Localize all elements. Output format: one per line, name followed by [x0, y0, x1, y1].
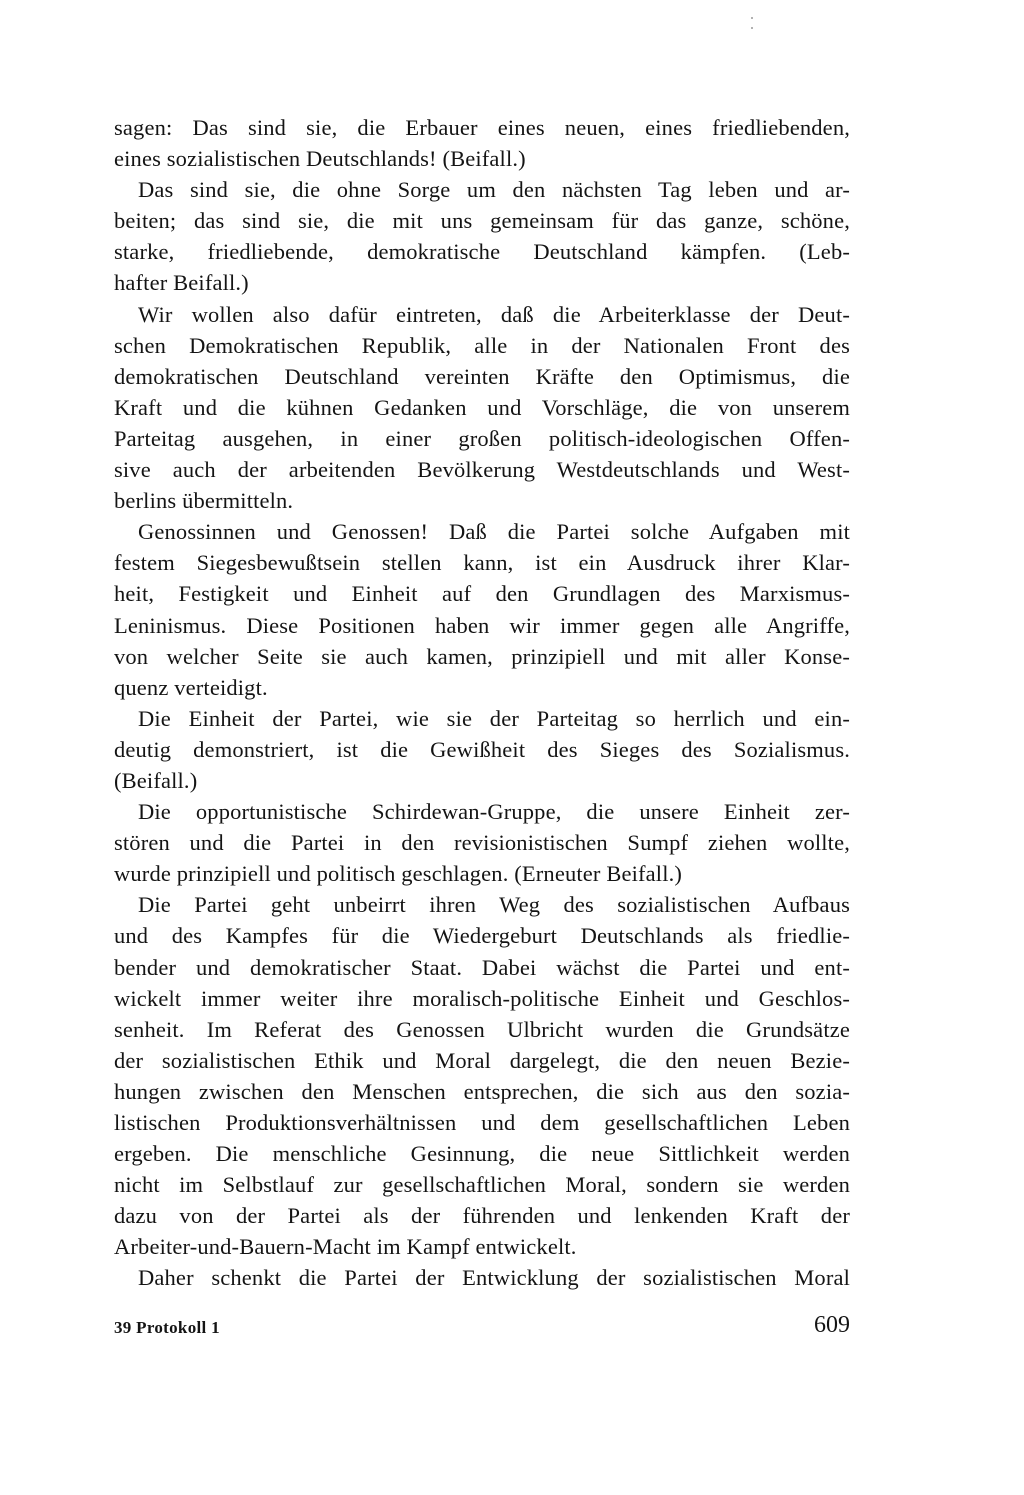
- text-line: hafter Beifall.): [114, 270, 249, 296]
- text-line: bender und demokratischer Staat. Dabei wächst die Partei und ent-: [114, 954, 850, 980]
- text-line: (Beifall.): [114, 767, 198, 793]
- text-line: dazu von der Partei als der führenden und lenkenden Kraft der: [114, 1203, 850, 1229]
- text-line: stören und die Partei in den revisionistischen Sumpf ziehen wollte,: [114, 830, 850, 856]
- text-line: Kraft und die kühnen Gedanken und Vorschläge, die von unserem: [114, 394, 850, 420]
- text-line: Wir wollen also dafür eintreten, daß die Arbeiterklasse der Deut-: [138, 301, 850, 327]
- text-line: Arbeiter-und-Bauern-Macht im Kampf entwickelt.: [114, 1234, 577, 1260]
- text-line: Genossinnen und Genossen! Daß die Partei solche Aufgaben mit: [138, 519, 850, 545]
- paragraph: [114, 112, 850, 174]
- text-line: ergeben. Die menschliche Gesinnung, die neue Sittlichkeit werden: [114, 1141, 850, 1167]
- text-line: wurde prinzipiell und politisch geschlagen. (Erneuter Beifall.): [114, 861, 683, 887]
- paragraph: [114, 1262, 850, 1293]
- text-line: listischen Produktionsverhältnissen und dem gesellschaftlichen Leben: [114, 1110, 850, 1135]
- text-line: senheit. Im Referat des Genossen Ulbricht wurden die Grundsätze: [114, 1016, 850, 1042]
- text-line: beiten; das sind sie, die mit uns gemeinsam für das ganze, schöne,: [114, 208, 850, 234]
- page-number: 609: [814, 1312, 850, 1338]
- paragraph: [114, 796, 850, 889]
- text-line: Leninismus. Diese Positionen haben wir immer gegen alle Angriffe,: [114, 612, 850, 638]
- text-line: und des Kampfes für die Wiedergeburt Deutschlands als friedlie-: [114, 923, 850, 949]
- text-line: Parteitag ausgehen, in einer großen politisch-ideologischen Offen-: [114, 425, 850, 451]
- text-line: eines sozialistischen Deutschlands! (Beifall.): [114, 146, 526, 172]
- text-line: Die opportunistische Schirdewan-Gruppe, die unsere Einheit zer-: [138, 799, 850, 825]
- text-line: Die Einheit der Partei, wie sie der Parteitag so herrlich und ein-: [138, 705, 850, 731]
- text-line: quenz verteidigt.: [114, 674, 268, 700]
- text-line: demokratischen Deutschland vereinten Kräfte den Optimismus, die: [114, 363, 850, 389]
- text-line: berlins übermitteln.: [114, 488, 294, 514]
- text-line: schen Demokratischen Republik, alle in der Nationalen Front des: [114, 332, 850, 358]
- paragraph: [114, 889, 850, 1262]
- text-line: sagen: Das sind sie, die Erbauer eines neuen, eines friedliebenden,: [114, 115, 850, 140]
- text-line: starke, friedliebende, demokratische Deutschland kämpfen. (Leb-: [114, 239, 850, 265]
- scan-speck: [751, 17, 753, 19]
- text-line: festem Siegesbewußtsein stellen kann, ist ein Ausdruck ihrer Klar-: [114, 550, 850, 576]
- paragraph: [114, 516, 850, 703]
- paragraph: [114, 703, 850, 796]
- text-line: hungen zwischen den Menschen entsprechen, die sich aus den sozia-: [114, 1078, 850, 1104]
- text-line: der sozialistischen Ethik und Moral dargelegt, die den neuen Bezie-: [114, 1047, 850, 1073]
- text-line: deutig demonstriert, ist die Gewißheit des Sieges des Sozialismus.: [114, 736, 850, 762]
- text-line: von welcher Seite sie auch kamen, prinzipiell und mit aller Konse-: [114, 643, 850, 669]
- paragraph: [114, 299, 850, 517]
- scan-speck: [751, 27, 753, 29]
- text-line: heit, Festigkeit und Einheit auf den Grundlagen des Marxismus-: [114, 581, 850, 607]
- printer-signature: 39 Protokoll 1: [114, 1318, 220, 1337]
- text-line: wickelt immer weiter ihre moralisch-politische Einheit und Geschlos-: [114, 985, 850, 1011]
- text-line: sive auch der arbeitenden Bevölkerung Westdeutschlands und West-: [114, 457, 850, 483]
- page-footer: [114, 1310, 850, 1350]
- text-line: Daher schenkt die Partei der Entwicklung der sozialistischen Moral: [138, 1265, 850, 1291]
- paragraph: [114, 174, 850, 298]
- page-body: [114, 112, 850, 1294]
- text-line: Die Partei geht unbeirrt ihren Weg des sozialistischen Aufbaus: [138, 892, 850, 918]
- text-line: Das sind sie, die ohne Sorge um den nächsten Tag leben und ar-: [138, 177, 850, 203]
- text-line: nicht im Selbstlauf zur gesellschaftlichen Moral, sondern sie werden: [114, 1172, 850, 1198]
